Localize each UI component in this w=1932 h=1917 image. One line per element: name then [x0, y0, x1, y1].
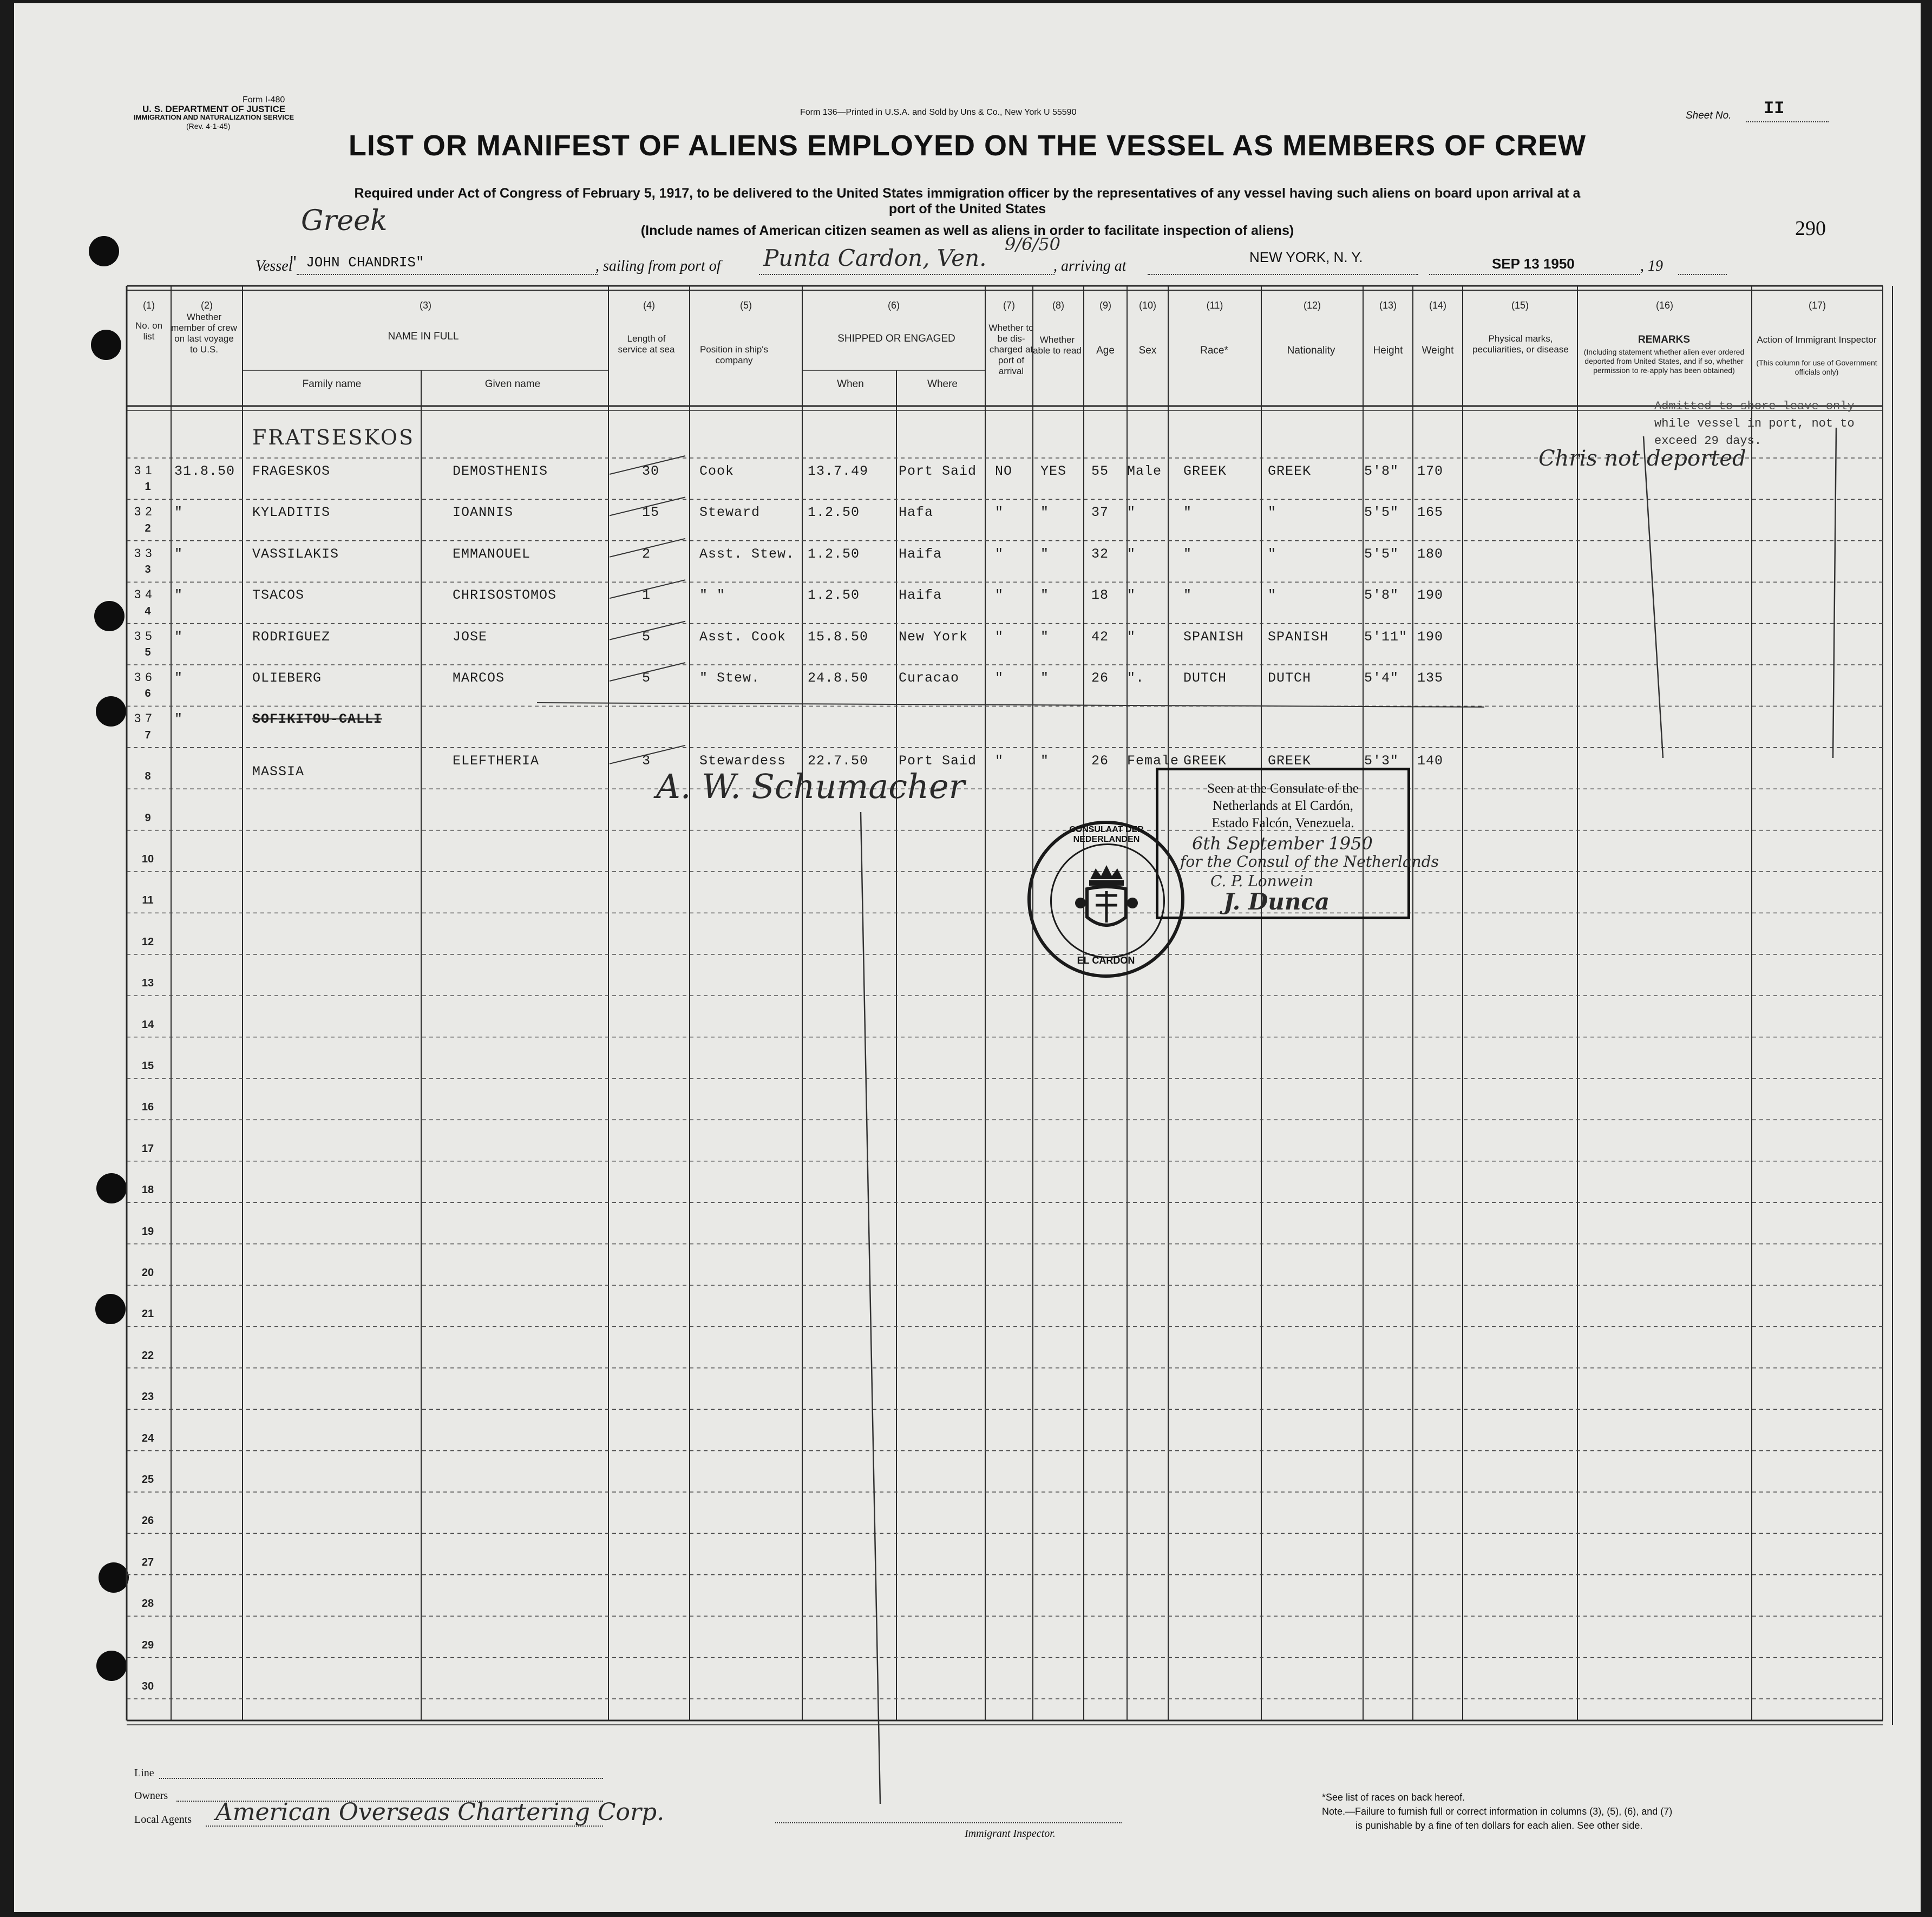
header-last-voyage: Whether member of crew on last voyage to U.S. — [171, 312, 237, 355]
weight-cell: 170 — [1417, 463, 1444, 479]
list-number: 3 6 — [134, 670, 153, 684]
manifest-sheet — [14, 3, 1921, 1912]
age-cell: 42 — [1091, 629, 1109, 645]
row-number: 26 — [141, 1515, 154, 1527]
nationality-cell: DUTCH — [1268, 670, 1312, 686]
age-cell: 18 — [1091, 587, 1109, 604]
vessel-label: Vessel — [256, 258, 293, 274]
header-name-in-full: NAME IN FULL — [388, 331, 459, 342]
column-number: (1) — [143, 300, 155, 311]
manifest-grid — [14, 3, 1921, 1912]
service-length-cell: 5 — [642, 629, 651, 645]
height-cell: 5'5" — [1364, 546, 1399, 562]
weight-cell: 190 — [1417, 629, 1444, 645]
family-name-cell: OLIEBERG — [252, 670, 322, 686]
row-number: 10 — [141, 853, 154, 865]
grid-line — [1643, 436, 1663, 758]
inspector-label: Immigrant Inspector. — [965, 1828, 1056, 1840]
list-number: 3 3 — [134, 546, 153, 560]
shipped-when-cell: 1.2.50 — [808, 505, 860, 521]
list-number: 3 7 — [134, 711, 153, 725]
sex-cell: Female — [1127, 753, 1180, 769]
arriving-label: , arriving at — [1053, 258, 1127, 274]
nationality-cell: GREEK — [1268, 753, 1312, 769]
sex-cell: " — [1127, 546, 1136, 562]
header-when: When — [837, 378, 864, 390]
row-number: 13 — [141, 977, 154, 990]
header-physical-marks: Physical marks, peculiarities, or disease — [1472, 333, 1569, 355]
column-number: (9) — [1099, 300, 1111, 311]
last-voyage-cell: " — [174, 505, 184, 521]
age-cell: 32 — [1091, 546, 1109, 562]
position-cell: " " — [699, 587, 726, 604]
service-length-cell: 5 — [642, 670, 651, 686]
header-remarks-note: (Including statement whether alien ever ordered deported from United States, and if so, whether permission to re-apply has been obtained) — [1583, 348, 1745, 375]
remarks-typed-1: Admitted to shore leave only — [1654, 400, 1855, 413]
discharged-cell: " — [995, 587, 1004, 604]
row-number: 22 — [141, 1349, 154, 1362]
row-number: 5 — [145, 646, 151, 658]
discharged-cell: " — [995, 505, 1004, 521]
position-cell: Asst. Cook — [699, 629, 787, 645]
row-number: 11 — [142, 894, 154, 907]
seal-text-top: CONSULAAT DER NEDERLANDEN — [1069, 825, 1144, 844]
header-remarks: REMARKS — [1638, 334, 1691, 345]
grid-line — [1833, 428, 1836, 758]
given-name-cell: EMMANOUEL — [453, 546, 531, 562]
discharged-cell: " — [995, 753, 1004, 769]
row-number: 19 — [141, 1225, 154, 1238]
weight-cell: 190 — [1417, 587, 1444, 604]
able-to-read-cell: YES — [1040, 463, 1067, 479]
family-name-correction: FRATSESKOS — [252, 426, 415, 449]
header-length-of-service: Length of service at sea — [618, 333, 675, 355]
sheet-number: II — [1764, 99, 1785, 119]
family-name-cell: TSACOS — [252, 587, 305, 604]
fine-note-2: is punishable by a fine of ten dollars for each alien. See other side. — [1355, 1820, 1643, 1831]
row-number: 16 — [141, 1101, 154, 1114]
family-name-cell: KYLADITIS — [252, 505, 331, 521]
shipped-when-cell: 24.8.50 — [808, 670, 869, 686]
shipped-where-cell: Hafa — [899, 505, 934, 521]
position-cell: Cook — [699, 463, 735, 479]
printer-line: Form 136—Printed in U.S.A. and Sold by Uns & Co., New York U 55590 — [800, 108, 1077, 117]
last-voyage-cell: " — [174, 587, 184, 604]
able-to-read-cell: " — [1040, 670, 1050, 686]
header-discharged: Whether to be dis-charged at port of arrival — [988, 323, 1034, 376]
column-number: (10) — [1138, 300, 1156, 311]
department-name: U. S. DEPARTMENT OF JUSTICE — [142, 104, 286, 114]
shipped-where-cell: Haifa — [899, 587, 942, 604]
shipped-when-cell: 15.8.50 — [808, 629, 869, 645]
given-name-cell: MARCOS — [453, 670, 505, 686]
row-number: 1 — [145, 481, 151, 493]
header-given-name: Given name — [484, 378, 541, 390]
shipped-where-cell: Haifa — [899, 546, 942, 562]
race-cell: GREEK — [1183, 753, 1227, 769]
consulate-stamp-box — [1156, 768, 1439, 919]
family-name-cell: SOFIKITOU-CALLI — [252, 711, 383, 728]
stamp-line-3: Estado Falcón, Venezuela. — [1211, 816, 1354, 830]
height-cell: 5'8" — [1364, 463, 1399, 479]
given-name-cell: DEMOSTHENIS — [453, 463, 548, 479]
sex-cell: Male — [1127, 463, 1162, 479]
row-number: 28 — [141, 1598, 154, 1610]
race-cell: " — [1183, 546, 1193, 562]
column-number: (5) — [740, 300, 752, 311]
header-sex: Sex — [1138, 345, 1157, 356]
stamp-hand-consul: for the Consul of the Netherlands — [1180, 853, 1439, 871]
column-number: (4) — [643, 300, 655, 311]
footer-agents-value: American Overseas Chartering Corp. — [215, 1798, 665, 1826]
column-number: (12) — [1303, 300, 1321, 311]
row-number: 24 — [141, 1432, 154, 1444]
sex-cell: ". — [1127, 670, 1145, 686]
grid-line — [861, 812, 880, 1804]
column-number: (15) — [1511, 300, 1529, 311]
inspector-underline — [775, 1822, 1122, 1823]
last-voyage-cell: " — [174, 629, 184, 645]
footer-line-underline — [159, 1778, 603, 1779]
last-voyage-cell: " — [174, 546, 184, 562]
header-able-to-read: Whether able to read — [1033, 335, 1082, 356]
header-family-name: Family name — [302, 378, 362, 390]
footer-owners-label: Owners — [134, 1790, 168, 1802]
nationality-cell: " — [1268, 587, 1277, 604]
year-label: , 19 — [1640, 258, 1663, 274]
service-name: IMMIGRATION AND NATURALIZATION SERVICE — [134, 113, 294, 121]
column-number: (6) — [888, 300, 900, 311]
row-number: 29 — [141, 1639, 154, 1651]
row-number: 15 — [141, 1060, 154, 1072]
service-length-cell: 15 — [642, 505, 660, 521]
remarks-handwritten: Chris not deported — [1538, 446, 1746, 471]
row-number: 9 — [145, 812, 151, 824]
page-title: LIST OR MANIFEST OF ALIENS EMPLOYED ON THE VESSEL AS MEMBERS OF CREW — [348, 129, 1587, 162]
remarks-typed-2: while vessel in port, not to — [1654, 417, 1855, 430]
header-height: Height — [1373, 345, 1403, 356]
seal-text-bottom: EL CARDON — [1077, 955, 1135, 966]
given-name-cell: JOSE — [453, 629, 488, 645]
family-name-cell: RODRIGUEZ — [252, 629, 331, 645]
last-voyage-cell: 31.8.50 — [174, 463, 235, 479]
page-number: 290 — [1795, 217, 1826, 240]
given-name-cell: CHRISOSTOMOS — [453, 587, 557, 604]
header-nationality: Nationality — [1287, 345, 1335, 356]
position-cell: Stewardess — [699, 753, 787, 769]
list-number: 3 2 — [134, 505, 153, 519]
vessel-name: " JOHN CHANDRIS" — [289, 254, 424, 271]
sheet-label: Sheet No. — [1686, 110, 1732, 121]
shipped-where-cell: New York — [899, 629, 968, 645]
remarks-typed-3: exceed 29 days. — [1654, 434, 1762, 448]
arriving-port: NEW YORK, N. Y. — [1249, 249, 1363, 265]
sex-cell: " — [1127, 629, 1136, 645]
position-cell: Steward — [699, 505, 761, 521]
height-cell: 5'8" — [1364, 587, 1399, 604]
able-to-read-cell: " — [1040, 629, 1050, 645]
position-cell: Asst. Stew. — [699, 546, 795, 562]
row-number: 21 — [141, 1308, 154, 1320]
race-cell: GREEK — [1183, 463, 1227, 479]
header-weight: Weight — [1422, 345, 1454, 356]
able-to-read-cell: " — [1040, 505, 1050, 521]
column-number: (7) — [1003, 300, 1015, 311]
header-race: Race* — [1200, 345, 1228, 356]
stamp-hand-name: C. P. Lonwein — [1210, 872, 1314, 890]
sailing-date: 9/6/50 — [1005, 234, 1060, 254]
service-length-cell: 2 — [642, 546, 651, 562]
row-number: 12 — [141, 935, 154, 948]
nationality-cell: SPANISH — [1268, 629, 1329, 645]
row-number: 25 — [141, 1474, 154, 1486]
last-voyage-cell: " — [174, 670, 184, 686]
races-note: *See list of races on back hereof. — [1322, 1792, 1465, 1803]
height-cell: 5'4" — [1364, 670, 1399, 686]
sex-cell: " — [1127, 505, 1136, 521]
position-cell: " Stew. — [699, 670, 761, 686]
service-length-cell: 3 — [642, 753, 651, 769]
age-cell: 26 — [1091, 753, 1109, 769]
height-cell: 5'11" — [1364, 629, 1408, 645]
discharged-cell: " — [995, 629, 1004, 645]
race-cell: " — [1183, 505, 1193, 521]
header-age: Age — [1096, 345, 1115, 356]
service-length-cell: 30 — [642, 463, 660, 479]
row-number: 8 — [145, 770, 151, 783]
header-shipped-engaged: SHIPPED OR ENGAGED — [837, 333, 955, 344]
column-number: (2) — [201, 300, 213, 311]
sailing-label: , sailing from port of — [595, 258, 721, 274]
shipped-where-cell: Port Said — [899, 753, 977, 769]
given-name-cell: IOANNIS — [453, 505, 514, 521]
row-number: 3 — [145, 564, 151, 576]
row-number: 17 — [141, 1142, 154, 1155]
row-number: 30 — [141, 1680, 154, 1692]
weight-cell: 180 — [1417, 546, 1444, 562]
row-number: 4 — [145, 605, 151, 617]
footer-line-label: Line — [134, 1767, 154, 1779]
family-name-cell: FRAGESKOS — [252, 463, 331, 479]
column-number: (3) — [420, 300, 431, 311]
row-number: 20 — [141, 1267, 154, 1279]
service-length-cell: 1 — [642, 587, 651, 604]
weight-cell: 140 — [1417, 753, 1444, 769]
nationality-handwritten: Greek — [301, 205, 388, 237]
stamp-hand-date: 6th September 1950 — [1192, 833, 1373, 854]
age-cell: 26 — [1091, 670, 1109, 686]
subtitle-line-1: Required under Act of Congress of February 5, 1917, to be delivered to the United States immigration officer by the representatives of any vessel having such aliens on board upon arrival at a — [354, 186, 1581, 201]
last-voyage-cell: " — [174, 711, 184, 728]
row-number: 18 — [141, 1184, 154, 1196]
able-to-read-cell: " — [1040, 546, 1050, 562]
shipped-where-cell: Curacao — [899, 670, 960, 686]
age-cell: 37 — [1091, 505, 1109, 521]
column-number: (14) — [1429, 300, 1446, 311]
header-position: Position in ship's company — [699, 344, 769, 365]
subtitle-line-2: port of the United States — [888, 201, 1046, 217]
row-number: 7 — [145, 729, 151, 741]
fine-note-1: Note.—Failure to furnish full or correct information in columns (3), (5), (6), and (7) — [1322, 1806, 1673, 1817]
race-cell: DUTCH — [1183, 670, 1227, 686]
weight-cell: 135 — [1417, 670, 1444, 686]
list-number: 3 1 — [134, 463, 153, 477]
shipped-when-cell: 1.2.50 — [808, 546, 860, 562]
shipped-where-cell: Port Said — [899, 463, 977, 479]
crown-emblem-icon — [1074, 858, 1139, 939]
row-number: 27 — [141, 1556, 154, 1568]
column-number: (13) — [1379, 300, 1397, 311]
nationality-cell: " — [1268, 505, 1277, 521]
discharged-cell: " — [995, 670, 1004, 686]
nationality-cell: GREEK — [1268, 463, 1312, 479]
column-number: (11) — [1206, 300, 1223, 311]
footer-agents-label: Local Agents — [134, 1814, 192, 1826]
race-cell: " — [1183, 587, 1193, 604]
able-to-read-cell: " — [1040, 587, 1050, 604]
discharged-cell: " — [995, 546, 1004, 562]
family-name-cell: VASSILAKIS — [252, 546, 339, 562]
header-no-on-list: No. on list — [135, 320, 163, 342]
weight-cell: 165 — [1417, 505, 1444, 521]
height-cell: 5'3" — [1364, 753, 1399, 769]
column-number: (16) — [1655, 300, 1673, 311]
row-number: 6 — [145, 688, 151, 700]
family-name-cell: MASSIA — [252, 763, 305, 780]
shipped-when-cell: 13.7.49 — [808, 463, 869, 479]
able-to-read-cell: " — [1040, 753, 1050, 769]
header-action-note: (This column for use of Government officials only) — [1756, 358, 1877, 376]
stamp-hand-signature: J. Dunca — [1223, 888, 1330, 915]
form-revision: (Rev. 4-1-45) — [186, 122, 231, 130]
stamp-line-1: Seen at the Consulate of the — [1207, 781, 1359, 796]
discharged-cell: NO — [995, 463, 1013, 479]
height-cell: 5'5" — [1364, 505, 1399, 521]
age-cell: 55 — [1091, 463, 1109, 479]
column-number: (8) — [1052, 300, 1064, 311]
given-name-cell: ELEFTHERIA — [453, 753, 540, 769]
column-number: (17) — [1808, 300, 1826, 311]
master-signature: A. W. Schumacher — [656, 767, 965, 806]
subtitle-line-3: (Include names of American citizen seamen as well as aliens in order to facilitate inspection of aliens) — [640, 223, 1294, 238]
shipped-when-cell: 22.7.50 — [808, 753, 869, 769]
sex-cell: " — [1127, 587, 1136, 604]
stamp-line-2: Netherlands at El Cardón, — [1213, 799, 1353, 813]
list-number: 3 4 — [134, 587, 153, 601]
race-cell: SPANISH — [1183, 629, 1245, 645]
consulate-seal — [1027, 821, 1184, 978]
nationality-cell: " — [1268, 546, 1277, 562]
row-number: 14 — [141, 1018, 154, 1031]
sailing-port: Punta Cardon, Ven. — [763, 245, 987, 271]
arrival-date: SEP 13 1950 — [1492, 256, 1575, 272]
header-action: Action of Immigrant Inspector — [1757, 335, 1877, 345]
row-number: 2 — [145, 522, 151, 534]
shipped-when-cell: 1.2.50 — [808, 587, 860, 604]
row-number: 23 — [141, 1391, 154, 1403]
form-number: Form I-480 — [243, 95, 285, 104]
header-where: Where — [927, 378, 958, 390]
list-number: 3 5 — [134, 629, 153, 643]
